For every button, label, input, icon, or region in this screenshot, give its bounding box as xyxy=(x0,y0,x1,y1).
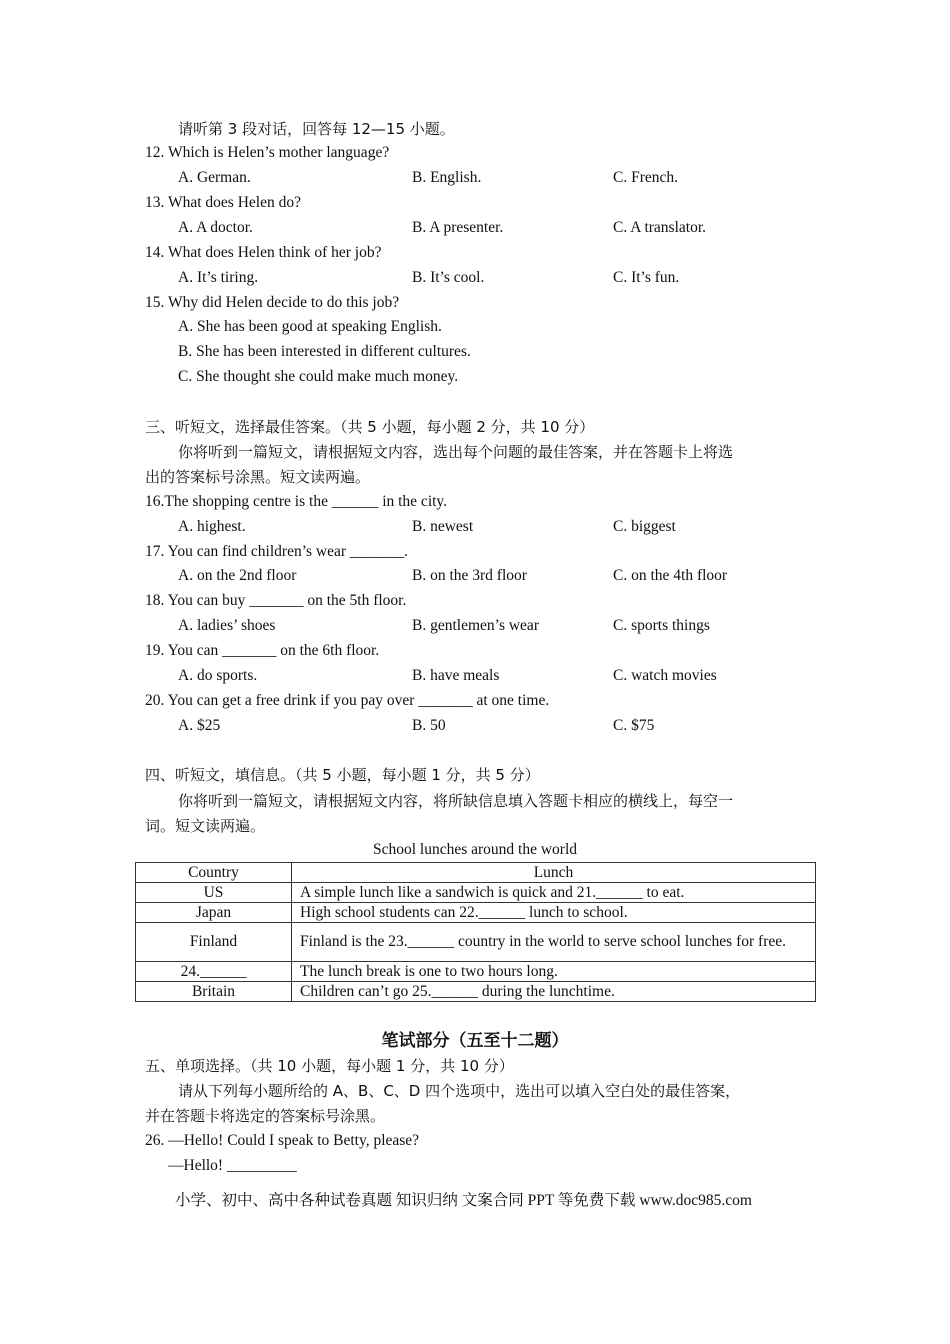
table-row xyxy=(136,883,816,903)
question-12: 12. Which is Helen’s mother language? xyxy=(145,144,390,161)
option-20-c: C. $75 xyxy=(613,717,655,734)
option-13-a: A. A doctor. xyxy=(178,219,253,236)
country-cell: US xyxy=(136,883,292,903)
question-20: 20. You can get a free drink if you pay over _______ at one time. xyxy=(145,692,550,709)
lunch-cell: The lunch break is one to two hours long. xyxy=(292,962,816,982)
table-row xyxy=(136,962,816,982)
table-title: School lunches around the world xyxy=(372,841,578,858)
option-13-b: B. A presenter. xyxy=(412,219,504,236)
option-18-a: A. ladies’ shoes xyxy=(178,617,276,634)
option-17-a: A. on the 2nd floor xyxy=(178,567,297,584)
option-19-a: A. do sports. xyxy=(178,667,258,684)
option-20-b: B. 50 xyxy=(412,717,446,734)
section-5-instruction-line2: 并在答题卡将选定的答案标号涂黑。 xyxy=(145,1107,386,1125)
option-14-b: B. It’s cool. xyxy=(412,269,485,286)
section-5-instruction-line1: 请从下列每小题所给的 A、B、C、D 四个选项中，选出可以填入空白处的最佳答案， xyxy=(178,1082,741,1100)
section-3-title: 三、听短文，选择最佳答案。（共 5 小题，每小题 2 分，共 10 分） xyxy=(145,418,595,436)
option-14-a: A. It’s tiring. xyxy=(178,269,259,286)
section-3-instruction-line1: 你将听到一篇短文，请根据短文内容，选出每个问题的最佳答案，并在答题卡上将选 xyxy=(178,443,734,461)
section-4-title: 四、听短文，填信息。（共 5 小题，每小题 1 分，共 5 分） xyxy=(145,766,540,784)
question-16: 16.The shopping centre is the ______ in the city. xyxy=(145,493,448,510)
question-14: 14. What does Helen think of her job? xyxy=(145,244,382,261)
table-row xyxy=(136,923,816,962)
option-16-b: B. newest xyxy=(412,518,474,535)
question-26: 26. —Hello! Could I speak to Betty, please? xyxy=(145,1132,420,1149)
country-cell: Finland xyxy=(136,923,292,962)
option-15-c: C. She thought she could make much money. xyxy=(178,368,459,385)
question-13: 13. What does Helen do? xyxy=(145,194,301,211)
option-14-c: C. It’s fun. xyxy=(613,269,680,286)
option-12-a: A. German. xyxy=(178,169,251,186)
section-4-instruction-line2: 词。短文读两遍。 xyxy=(145,817,266,835)
footer-text: 小学、初中、高中各种试卷真题 知识归纳 文案合同 PPT 等免费下载 www.doc985.com xyxy=(175,1192,752,1209)
section-3-instruction-line2: 出的答案标号涂黑。短文读两遍。 xyxy=(145,468,371,486)
option-16-c: C. biggest xyxy=(613,518,676,535)
option-17-b: B. on the 3rd floor xyxy=(412,567,527,584)
table-row xyxy=(136,903,816,923)
option-15-b: B. She has been interested in different cultures. xyxy=(178,343,471,360)
school-lunch-table xyxy=(135,862,816,1002)
section-4-instruction-line1: 你将听到一篇短文，请根据短文内容，将所缺信息填入答题卡相应的横线上，每空一 xyxy=(178,792,734,810)
lunch-cell: A simple lunch like a sandwich is quick and 21.______ to eat. xyxy=(292,883,816,903)
country-cell: Britain xyxy=(136,982,292,1002)
option-12-c: C. French. xyxy=(613,169,679,186)
lunch-cell: High school students can 22.______ lunch to school. xyxy=(292,903,816,923)
option-18-b: B. gentlemen’s wear xyxy=(412,617,539,634)
section-5-title: 五、单项选择。（共 10 小题，每小题 1 分，共 10 分） xyxy=(145,1057,514,1075)
option-18-c: C. sports things xyxy=(613,617,710,634)
option-16-a: A. highest. xyxy=(178,518,246,535)
option-12-b: B. English. xyxy=(412,169,482,186)
lunch-cell: Children can’t go 25.______ during the lunchtime. xyxy=(292,982,816,1002)
dialogue-intro: 请听第 3 段对话，回答每 12—15 小题。 xyxy=(178,120,455,138)
option-13-c: C. A translator. xyxy=(613,219,706,236)
question-15: 15. Why did Helen decide to do this job? xyxy=(145,294,400,311)
lunch-cell: Finland is the 23.______ country in the world to serve school lunches for free. xyxy=(292,923,816,962)
country-cell: Japan xyxy=(136,903,292,923)
question-26-reply: —Hello! _________ xyxy=(168,1157,297,1174)
option-15-a: A. She has been good at speaking English. xyxy=(178,318,442,335)
question-19: 19. You can _______ on the 6th floor. xyxy=(145,642,380,659)
table-row xyxy=(136,982,816,1002)
option-20-a: A. $25 xyxy=(178,717,221,734)
option-19-c: C. watch movies xyxy=(613,667,717,684)
option-19-b: B. have meals xyxy=(412,667,500,684)
option-17-c: C. on the 4th floor xyxy=(613,567,728,584)
written-part-title: 笔试部分（五至十二题） xyxy=(381,1031,569,1051)
question-18: 18. You can buy _______ on the 5th floor. xyxy=(145,592,407,609)
table-header-row xyxy=(136,863,816,883)
header-country: Country xyxy=(136,863,292,883)
country-cell: 24.______ xyxy=(136,962,292,982)
question-17: 17. You can find children’s wear _______. xyxy=(145,543,409,560)
header-lunch: Lunch xyxy=(292,863,816,883)
